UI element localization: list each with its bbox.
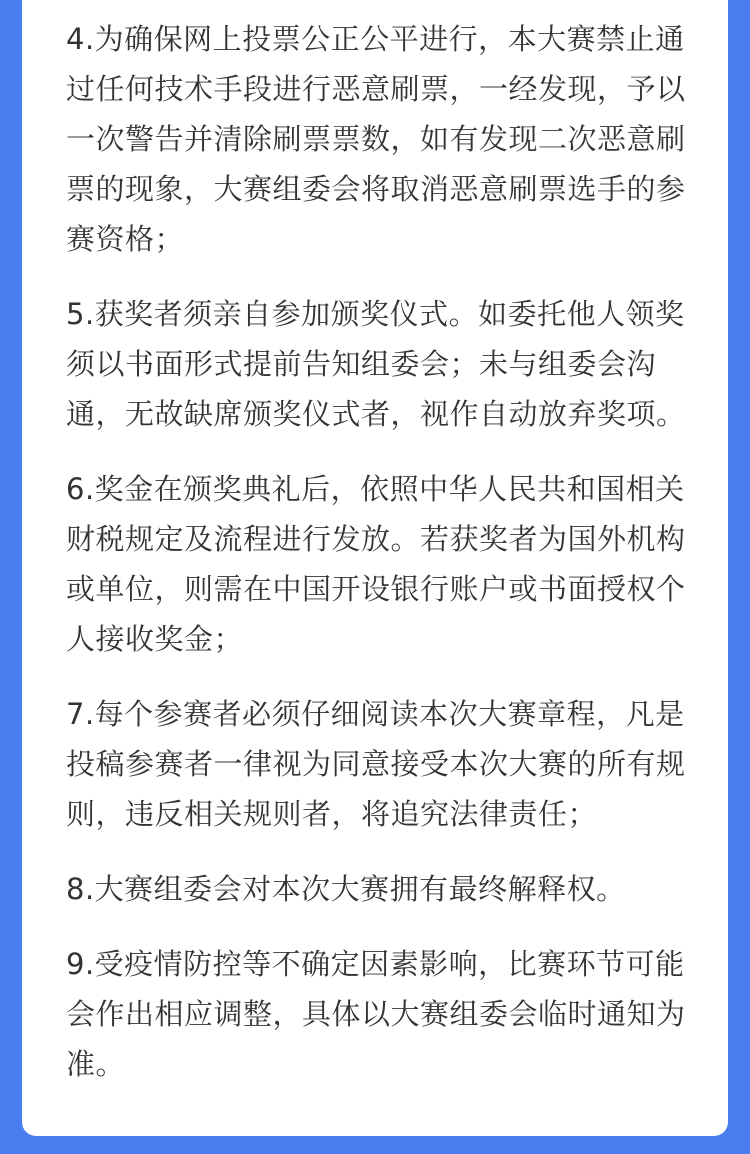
- rule-4: 4.为确保网上投票公正公平进行，本大赛禁止通过任何技术手段进行恶意刷票，一经发现，予以一次警告并清除刷票票数，如有发现二次恶意刷票的现象，大赛组委会将取消恶意刷票选手的参赛资格；: [66, 22, 686, 256]
- rule-6: 6.奖金在颁奖典礼后，依照中华人民共和国相关财税规定及流程进行发放。若获奖者为国外机构或单位，则需在中国开设银行账户或书面授权个人接收奖金；: [66, 472, 686, 656]
- rule-7: 7.每个参赛者必须仔细阅读本次大赛章程，凡是投稿参赛者一律视为同意接受本次大赛的所有规则，违反相关规则者，将追究法律责任；: [66, 697, 686, 831]
- rule-8: 8.大赛组委会对本次大赛拥有最终解释权。: [66, 872, 626, 906]
- rule-5: 5.获奖者须亲自参加颁奖仪式。如委托他人领奖须以书面形式提前告知组委会；未与组委会沟通，无故缺席颁奖仪式者，视作自动放弃奖项。: [66, 297, 686, 431]
- rule-9: 9.受疫情防控等不确定因素影响，比赛环节可能会作出相应调整，具体以大赛组委会临时通知为准。: [66, 947, 686, 1081]
- rules-card: [22, 0, 728, 1136]
